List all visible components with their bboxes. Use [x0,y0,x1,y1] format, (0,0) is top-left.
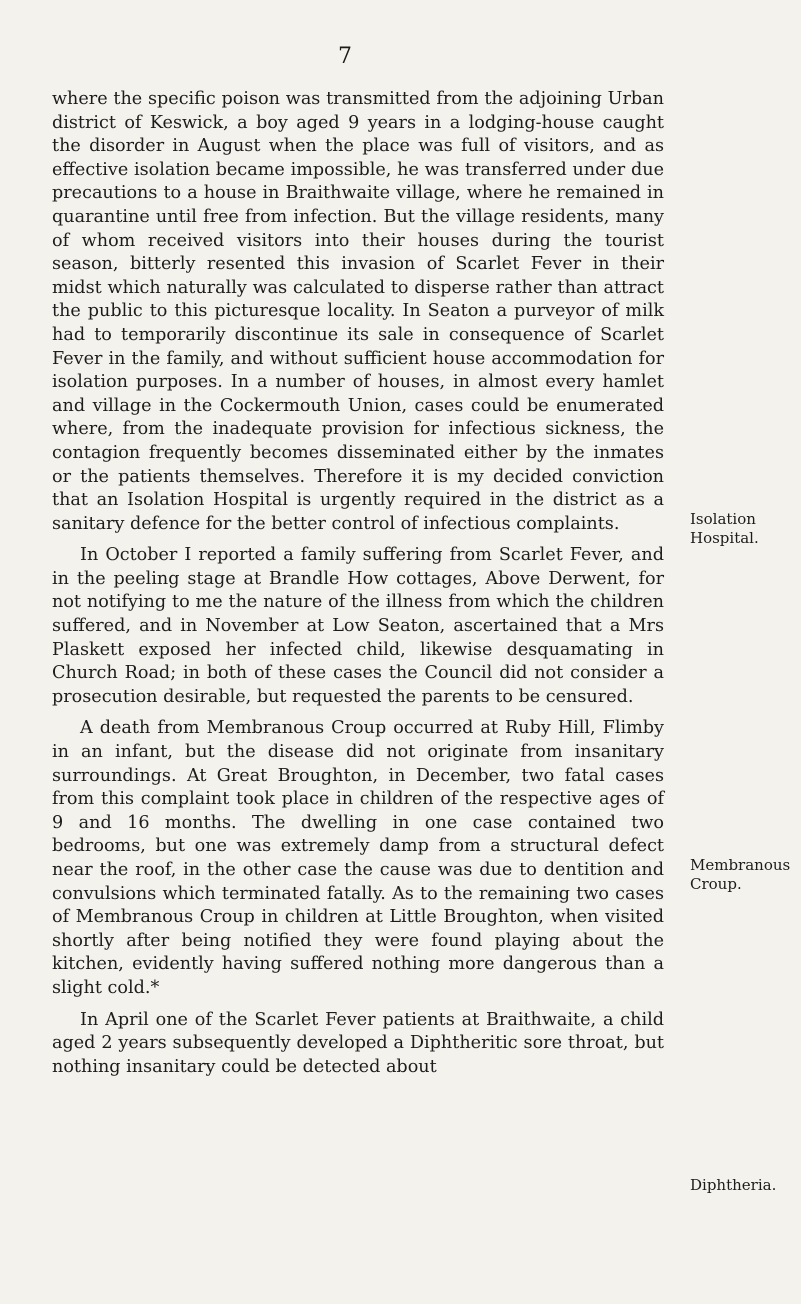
margin-note-isolation-hospital: Isolation Hospital. [690,510,759,547]
paragraph-isolation: where the specific poison was transmitted from the adjoining Urban district of Keswick, a boy aged 9 years in a lodging-house caught the disorder in August when the place was full of visitors, and as effective isolation became impossible, he was transferred under due precautions to a house in Braithwaite village, where he remained in quarantine until free from infection. But the village residents, many of whom received visitors into their houses during the tourist season, bitterly resented this invasion of Scarlet Fever in their midst which naturally was calculated to disperse rather than attract the public to this picturesque locality. In Seaton a purveyor of milk had to temporarily discontinue its sale in consequence of Scarlet Fever in the family, and without sufficient house accommodation for isolation purposes. In a number of houses, in almost every hamlet and village in the Cockermouth Union, cases could be enumerated where, from the inadequate provision for infectious sickness, the contagion frequently becomes disseminated either by the inmates or the patients themselves. Therefore it is my decided conviction that an Isolation Hospital is urgently required in the district as a sanitary defence for the better control of infectious complaints. [52,89,664,534]
paragraph-membranous-croup: A death from Membranous Croup occurred at Ruby Hill, Flimby in an infant, but the disease did not originate from insanitary surroundings. At Great Broughton, in December, two fatal cases from this complaint took place in children of the respective ages of 9 and 16 months. The dwelling in one case contained two bedrooms, but one was extremely damp from a structural defect near the roof, in the other case the cause was due to dentition and convulsions which terminated fatally. As to the remaining two cases of Membranous Croup in children at Little Broughton, when visited shortly after being notified they were found playing about the kitchen, evidently having suffered nothing more dangerous than a slight cold.* [52,718,664,998]
body-text [52,88,664,1087]
margin-note-diphtheria: Diphtheria. [690,1176,777,1194]
paragraph-diphtheria: In April one of the Scarlet Fever patients at Braithwaite, a child aged 2 years subsequently developed a Diphtheritic sore throat, but nothing insanitary could be detected about [52,1009,664,1077]
margin-note-membranous-croup: Membranous Croup. [690,856,791,893]
page-number: 7 [338,44,352,69]
paragraph-scarlet-fever: In October I reported a family suffering from Scarlet Fever, and in the peeling stage at Brandle How cottages, Above Derwent, for not notifying to me the nature of the illness from which the children suffered, and in November at Low Seaton, ascertained that a Mrs Plaskett exposed her infected child, likewise desquamating in Church Road; in both of these cases the Council did not consider a prosecution desirable, but requested the parents to be censured. [52,545,664,707]
